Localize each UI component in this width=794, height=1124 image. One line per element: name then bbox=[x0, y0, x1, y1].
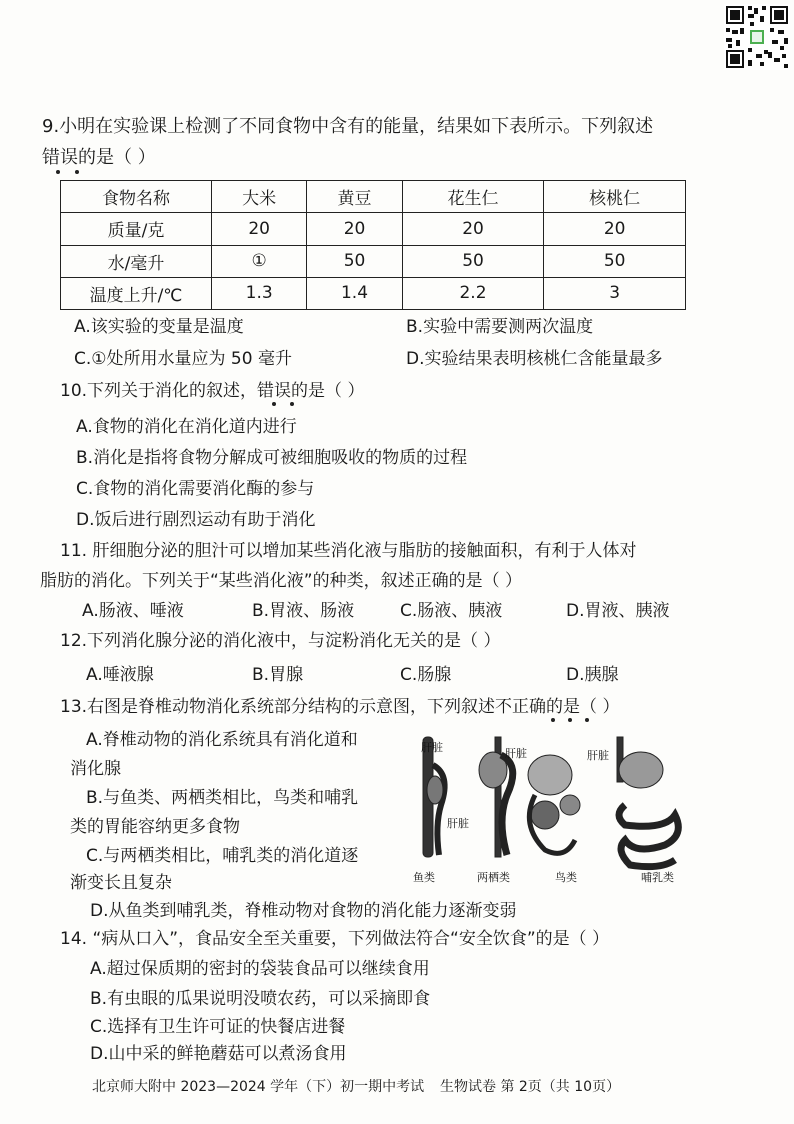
q13-option-b-line2: 类的胃能容纳更多食物 bbox=[70, 817, 240, 837]
footer-exam-title: 北京师大附中 2023—2024 学年（下）初一期中考试 bbox=[92, 1079, 425, 1095]
table-header-cell: 大米 bbox=[212, 181, 307, 213]
q10-option-a: A.食物的消化在消化道内进行 bbox=[76, 417, 297, 437]
q14-option-c: C.选择有卫生许可证的快餐店进餐 bbox=[90, 1017, 346, 1037]
table-cell: 2.2 bbox=[402, 277, 544, 309]
q12-option-b: B.胃腺 bbox=[252, 665, 304, 685]
amphibian-caption: 两栖类 bbox=[477, 871, 510, 884]
q14-stem: 14. “病从口入”，食品安全至关重要，下列做法符合“安全饮食”的是（ ） bbox=[60, 929, 610, 949]
q13-stem: 13.右图是脊椎动物消化系统部分结构的示意图，下列叙述不正确的是（ ） bbox=[60, 697, 620, 717]
q12-stem: 12.下列消化腺分泌的消化液中，与淀粉消化无关的是（ ） bbox=[60, 631, 501, 651]
table-header-cell: 食物名称 bbox=[61, 181, 212, 213]
table-cell: ① bbox=[212, 245, 307, 277]
liver-label: 肝脏 bbox=[587, 749, 609, 762]
table-cell: 1.3 bbox=[212, 277, 307, 309]
digestive-system-figure bbox=[405, 735, 705, 890]
q13-option-c-line1: C.与两栖类相比，哺乳类的消化道逐 bbox=[86, 846, 359, 866]
q9-option-d: D.实验结果表明核桃仁含能量最多 bbox=[406, 349, 663, 369]
emphasis-dot bbox=[568, 718, 572, 722]
q10-option-d: D.饭后进行剧烈运动有助于消化 bbox=[76, 510, 316, 530]
q10-option-b: B.消化是指将食物分解成可被细胞吸收的物质的过程 bbox=[76, 448, 468, 468]
q9-option-c: C.①处所用水量应为 50 毫升 bbox=[74, 349, 292, 369]
footer-page-number: 生物试卷 第 2页（共 10页） bbox=[440, 1079, 621, 1095]
q12-option-c: C.肠腺 bbox=[400, 665, 452, 685]
q9-option-a: A.该实验的变量是温度 bbox=[74, 317, 244, 337]
q13-option-c-line2: 渐变长且复杂 bbox=[70, 873, 172, 893]
q13-option-d: D.从鱼类到哺乳类，脊椎动物对食物的消化能力逐渐变弱 bbox=[90, 901, 517, 921]
q9-stem-line1: 9.小明在实验课上检测了不同食物中含有的能量，结果如下表所示。下列叙述 bbox=[42, 116, 654, 137]
table-cell: 50 bbox=[544, 245, 686, 277]
emphasis-dot bbox=[56, 170, 60, 174]
table-cell: 50 bbox=[307, 245, 402, 277]
q11-option-b: B.胃液、肠液 bbox=[252, 601, 355, 621]
table-row bbox=[61, 245, 686, 277]
emphasis-dot bbox=[585, 718, 589, 722]
q13-option-a-line2: 消化腺 bbox=[70, 759, 121, 779]
emphasis-dot bbox=[551, 718, 555, 722]
table-cell: 20 bbox=[212, 213, 307, 245]
liver-label: 肝脏 bbox=[447, 817, 469, 830]
q14-option-a: A.超过保质期的密封的袋装食品可以继续食用 bbox=[90, 959, 430, 979]
table-cell: 20 bbox=[544, 213, 686, 245]
fish-digestive-illustration bbox=[423, 737, 445, 857]
emphasis-dot bbox=[290, 402, 294, 406]
fish-caption: 鱼类 bbox=[413, 871, 435, 884]
emphasis-dot bbox=[272, 402, 276, 406]
table-row bbox=[61, 277, 686, 309]
table-header-cell: 核桃仁 bbox=[544, 181, 686, 213]
table-cell: 3 bbox=[544, 277, 686, 309]
liver-label: 肝脏 bbox=[505, 747, 527, 760]
liver-label: 肝脏 bbox=[421, 741, 443, 754]
q12-option-d: D.胰腺 bbox=[566, 665, 619, 685]
table-cell: 水/毫升 bbox=[61, 245, 212, 277]
table-header-cell: 花生仁 bbox=[402, 181, 544, 213]
table-cell: 1.4 bbox=[307, 277, 402, 309]
q14-option-d: D.山中采的鲜艳蘑菇可以煮汤食用 bbox=[90, 1044, 347, 1064]
q14-option-b: B.有虫眼的瓜果说明没喷农药，可以采摘即食 bbox=[90, 989, 431, 1009]
q9-option-b: B.实验中需要测两次温度 bbox=[406, 317, 594, 337]
q10-option-c: C.食物的消化需要消化酶的参与 bbox=[76, 479, 315, 499]
q11-option-c: C.肠液、胰液 bbox=[400, 601, 503, 621]
table-cell: 20 bbox=[402, 213, 544, 245]
table-row bbox=[61, 181, 686, 213]
q12-option-a: A.唾液腺 bbox=[86, 665, 154, 685]
table-cell: 温度上升/℃ bbox=[61, 277, 212, 309]
bird-digestive-illustration bbox=[528, 755, 580, 853]
table-cell: 质量/克 bbox=[61, 213, 212, 245]
q13-option-b-line1: B.与鱼类、两栖类相比，鸟类和哺乳 bbox=[86, 788, 359, 808]
table-cell: 20 bbox=[307, 213, 402, 245]
bird-caption: 鸟类 bbox=[555, 871, 577, 884]
emphasis-dot bbox=[75, 170, 79, 174]
q11-option-d: D.胃液、胰液 bbox=[566, 601, 670, 621]
table-row bbox=[61, 213, 686, 245]
table-cell: 50 bbox=[402, 245, 544, 277]
table-header-cell: 黄豆 bbox=[307, 181, 402, 213]
q10-stem: 10.下列关于消化的叙述，错误的是（ ） bbox=[60, 381, 365, 401]
q11-stem-line2: 脂肪的消化。下列关于“某些消化液”的种类，叙述正确的是（ ） bbox=[40, 571, 523, 591]
qr-code-icon bbox=[724, 4, 790, 70]
q11-option-a: A.肠液、唾液 bbox=[82, 601, 184, 621]
q11-stem-line1: 11. 肝细胞分泌的胆汁可以增加某些消化液与脂肪的接触面积，有利于人体对 bbox=[60, 541, 637, 561]
food-energy-table bbox=[60, 180, 686, 310]
q13-option-a-line1: A.脊椎动物的消化系统具有消化道和 bbox=[86, 730, 358, 750]
mammal-caption: 哺乳类 bbox=[641, 871, 674, 884]
mammal-digestive-illustration bbox=[617, 737, 678, 867]
q9-stem-line2: 错误的是（ ） bbox=[42, 147, 156, 168]
